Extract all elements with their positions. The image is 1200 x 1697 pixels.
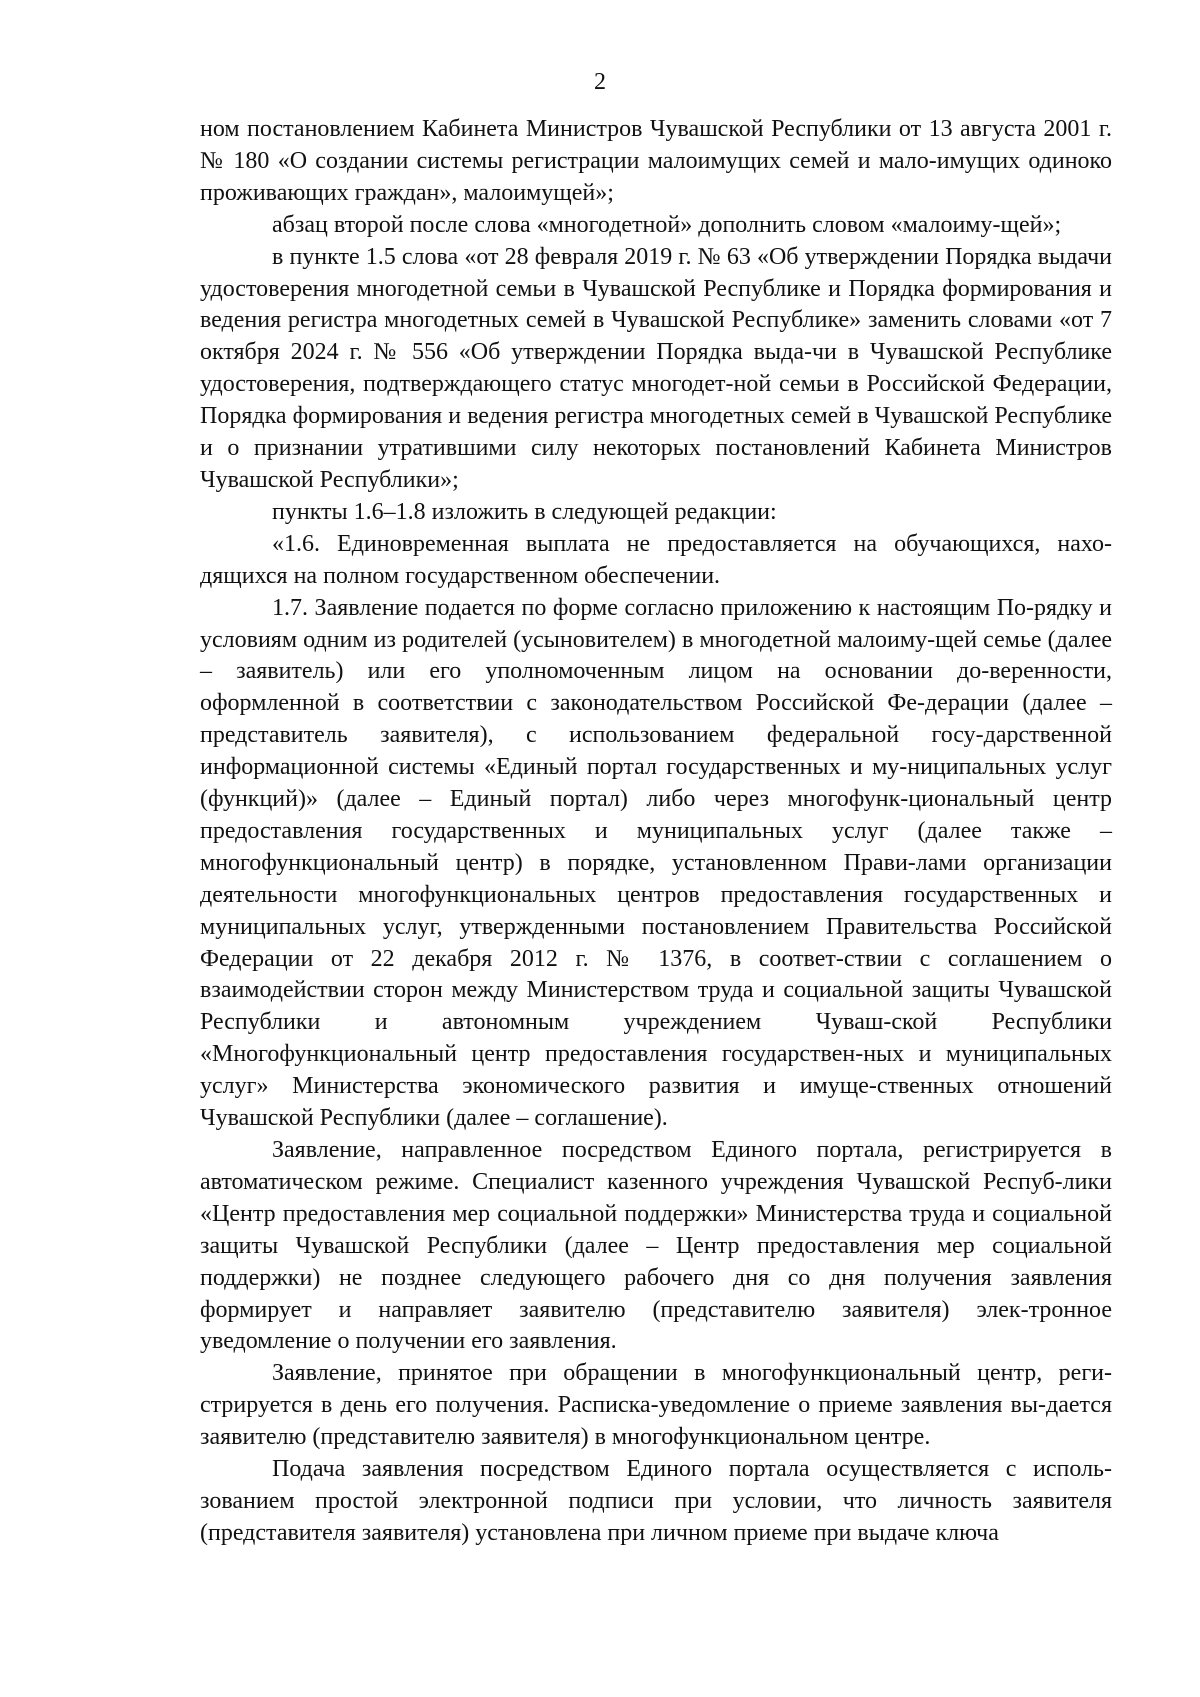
page-number: 2 (594, 69, 606, 95)
paragraph-electronic-signature: Подача заявления посредством Единого портала осуществляется с исполь-зованием простой электронной подписи при условии, что личность заявителя (представителя заявителя) установлена при личном приеме при выдаче ключа (200, 1456, 1112, 1546)
paragraph-amendment-point-1-5: в пункте 1.5 слова «от 28 февраля 2019 г. № 63 «Об утверждении Порядка выдачи удостоверения многодетной семьи в Чувашской Республике и Порядка формирования и ведения регистра многодетных семей в Чувашской Республике» заменить словами «от 7 октября 2024 г. № 556 «Об утверждении Порядка выда-чи в Чувашской Республике удостоверения, подтверждающего статус многодет-ной семьи в Российской Федерации, Порядка формирования и ведения регистра многодетных семей в Чувашской Республике и о признании утратившими силу некоторых постановлений Кабинета Министров Чувашской Республики»; (200, 243, 1112, 493)
paragraph-amendment-second-abzac: абзац второй после слова «многодетной» дополнить словом «малоиму-щей»; (272, 211, 1062, 238)
paragraph-amendment-points-1-6-1-8: пункты 1.6–1.8 изложить в следующей редакции: (272, 498, 777, 525)
document-body (200, 114, 1112, 1550)
paragraph-point-1-7: 1.7. Заявление подается по форме согласно приложению к настоящим По-рядку и условиям одним из родителей (усыновителем) в многодетной малоиму-щей семье (далее – заявитель) или его уполномоченным лицом на основании до-веренности, оформленной в соответствии с законодательством Российской Фе-дерации (далее – представитель заявителя), с использованием федеральной госу-дарственной информационной системы «Единый портал государственных и му-ниципальных услуг (функций)» (далее – Единый портал) либо через многофунк-циональный центр предоставления государственных и муниципальных услуг (далее также – многофункциональный центр) в порядке, установленном Прави-лами организации деятельности многофункциональных центров предоставления государственных и муниципальных услуг, утвержденными постановлением Правительства Российской Федерации от 22 декабря 2012 г. № 1376, в соответ-ствии с соглашением о взаимодействии сторон между Министерством труда и социальной защиты Чувашской Республики и автономным учреждением Чуваш-ской Республики «Многофункциональный центр предоставления государствен-ных и муниципальных услуг» Министерства экономического развития и имуще-ственных отношений Чувашской Республики (далее – соглашение). (200, 594, 1112, 1132)
paragraph-portal-registration: Заявление, направленное посредством Единого портала, регистрируется в автоматическом режиме. Специалист казенного учреждения Чувашской Респуб-лики «Центр предоставления мер социальной поддержки» Министерства труда и социальной защиты Чувашской Республики (далее – Центр предоставления мер социальной поддержки) не позднее следующего рабочего дня со дня получения заявления формирует и направляет заявителю (представителю заявителя) элек-тронное уведомление о получении его заявления. (200, 1137, 1112, 1355)
paragraph-continuation: ном постановлением Кабинета Министров Чувашской Республики от 13 августа 2001 г. № 180 «О создании системы регистрации малоимущих семей и мало-имущих одиноко проживающих граждан», малоимущей»; (200, 116, 1112, 206)
paragraph-point-1-6: «1.6. Единовременная выплата не предоставляется на обучающихся, нахо-дящихся на полном государственном обеспечении. (200, 530, 1112, 589)
paragraph-mfc-registration: Заявление, принятое при обращении в многофункциональный центр, реги-стрируется в день его получения. Расписка-уведомление о приеме заявления вы-дается заявителю (представителю заявителя) в многофункциональном центре. (200, 1360, 1112, 1451)
